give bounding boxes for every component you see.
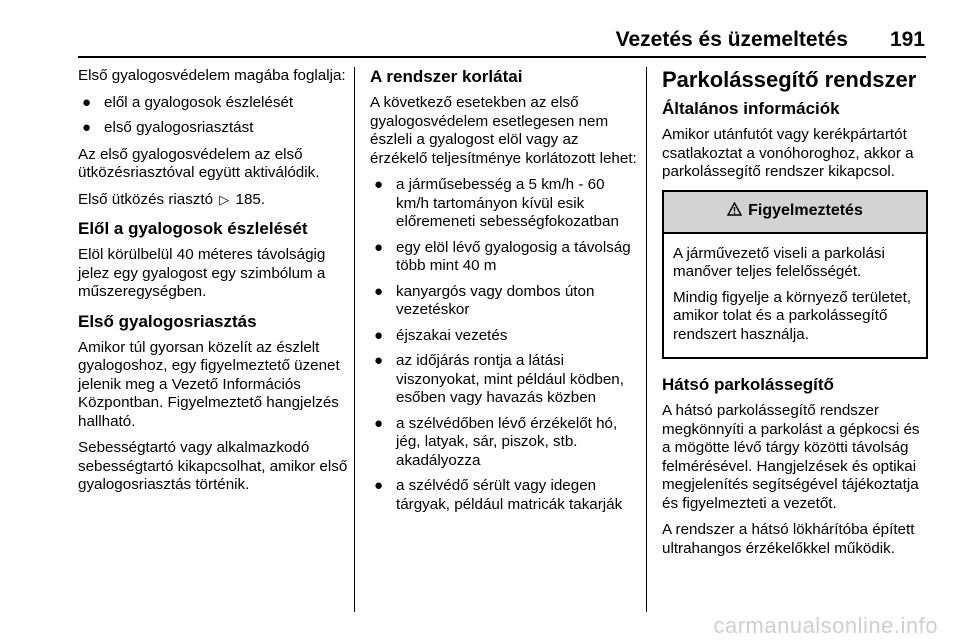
feature-list [78,94,348,138]
cross-reference: Első ütközés riasztó ▷ 185. [78,190,266,208]
bullet-icon: ● [374,477,384,494]
list-item: ● a szélvédőben lévő érzékelőt hó, jég, latyak, sár, piszok, stb. akadályozza [374,414,618,469]
column-right [662,67,928,566]
bullet-icon: ● [82,93,92,111]
section-heading: A rendszer korlátai [370,67,523,86]
intro-text: Első gyalogosvédelem magába foglalja: [78,67,346,84]
warning-body [664,234,926,358]
warning-header [664,192,926,234]
section-heading: Általános információk [662,99,840,118]
list-item: ● éjszakai vezetés [374,326,508,344]
bullet-icon: ● [374,352,384,369]
bullet-icon: ● [374,282,384,300]
paragraph: Elöl körülbelül 40 méteres távolságig jelez egy gyalogost egy szimbólum a műszeregységben. [78,246,326,300]
list-item: ● kanyargós vagy dombos úton vezetéskor [374,282,595,318]
bullet-icon: ● [82,119,92,136]
warning-title: Figyelmeztetés [748,202,863,220]
list-item: ● a járműsebesség a 5 km/h - 60 km/h tartományon kívül esik előremeneti sebességfokozatban [374,176,619,230]
paragraph: Amikor túl gyorsan közelít az észlelt gyalogoshoz, egy figyelmeztető üzenet jelenik meg a Vezető Információs Központban. Figyelmeztető hangjelzés hallható. [78,338,340,430]
list-item: ● első gyalogosriasztást [82,119,254,136]
paragraph: A járművezető viseli a parkolási manőver teljes felelősségét. [673,244,885,280]
page-title: Vezetés és üzemeltetés [615,28,848,51]
paragraph: A rendszer a hátsó lökhárítóba épített ultrahangos érzékelőkkel működik. [662,521,915,557]
section-heading: Első gyalogosriasztás [78,311,257,331]
limitations-list [370,176,638,514]
list-item: ● az időjárás rontja a látási viszonyokat, mint például ködben, esőben vagy havazás közben [374,352,624,406]
bullet-icon: ● [374,238,384,256]
list-item: ● egy elöl lévő gyalogosig a távolság több mint 40 m [374,238,631,274]
paragraph: Sebességtartó vagy alkalmazkodó sebességtartó kikapcsolhat, amikor első gyalogosriasztás történik. [78,439,348,493]
page-header [78,28,925,52]
bullet-icon: ● [374,176,384,193]
paragraph: Mindig figyelje a környező területet, amikor tolat és a parkolássegítő rendszert használja. [673,288,912,343]
paragraph: A hátsó parkolássegítő rendszer megkönnyíti a parkolást a gépkocsi és a mögötte lévő tárgy közötti távolság felmérésével. Hangjelzések és optikai megjelenítés segítségével tájékoztatja és figyelmezteti a vezetőt. [662,402,920,512]
paragraph: A következő esetekben az első gyalogosvédelem esetlegesen nem észleli a gyalogost elöl vagy az érzékelő teljesítménye korlátozott lehet: [370,94,637,167]
warning-box [662,190,928,360]
warning-triangle-icon [727,202,742,222]
chapter-heading: Parkolássegítő rendszer [662,67,917,92]
watermark: carmanualsonline.info [713,613,938,638]
page-number: 191 [889,28,925,51]
header-rule [78,56,926,58]
bullet-icon: ● [374,326,384,344]
paragraph: Amikor utánfutót vagy kerékpártartót csatlakoztat a vonóhoroghoz, akkor a parkolássegítő rendszer kikapcsol. [662,126,914,180]
column-middle [370,67,638,522]
column-divider [354,67,355,612]
section-heading: Elől a gyalogosok észlelését [78,219,308,238]
column-left [78,67,348,503]
list-item: ● elől a gyalogosok észlelését [82,93,294,111]
section-heading: Hátsó parkolássegítő [662,375,834,394]
paragraph: Az első gyalogosvédelem az első ütközésriasztóval együtt aktiválódik. [78,145,320,181]
page-ref-arrow-icon: ▷ [219,191,230,207]
list-item: ● a szélvédő sérült vagy idegen tárgyak, például matricák takarják [374,477,623,513]
bullet-icon: ● [374,414,384,432]
column-divider [646,67,647,612]
